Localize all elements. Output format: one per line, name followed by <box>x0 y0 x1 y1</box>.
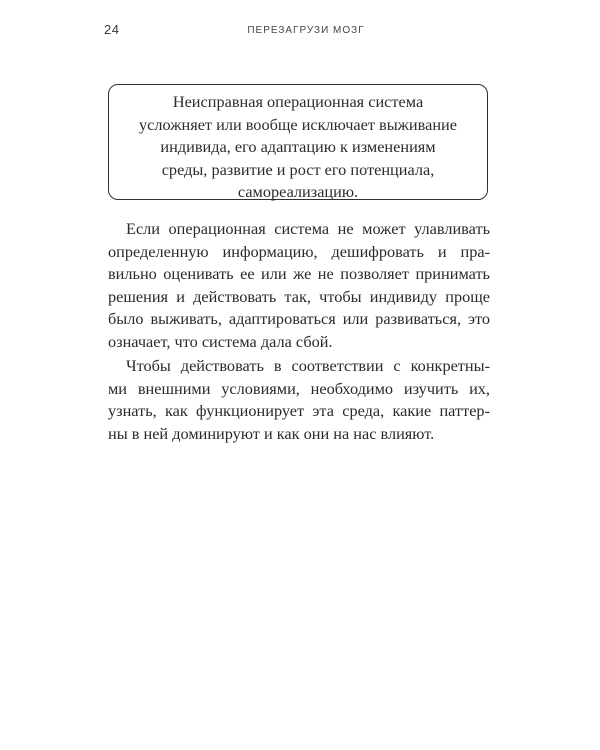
callout-line: индивида, его адаптацию к изменениям <box>160 137 436 157</box>
paragraph-1 <box>108 218 490 353</box>
running-title: ПЕРЕЗАГРУЗИ МОЗГ <box>247 25 365 36</box>
page-number: 24 <box>104 22 120 37</box>
callout-line: самореализацию. <box>237 182 359 202</box>
text-line: было выживать, адаптироваться или развиваться, это <box>108 309 490 328</box>
callout-line: Неисправная операционная система <box>172 92 424 111</box>
callout-line: среды, развитие и рост его потенциала, <box>161 159 435 179</box>
text-line: ны в ней доминируют и как они на нас влияют. <box>108 423 435 443</box>
text-line: решения и действовать так, чтобы индивиду проще <box>108 286 490 306</box>
text-line: означает, что система дала сбой. <box>108 331 333 351</box>
body-text <box>108 218 490 445</box>
text-line: Если операционная система не может улавливать <box>126 219 490 238</box>
text-line: ми внешними условиями, необходимо изучить их, <box>108 378 490 398</box>
text-line: вильно оценивать ее или же не позволяет принимать <box>108 264 490 283</box>
callout-box <box>108 84 488 200</box>
paragraph-2 <box>108 355 490 445</box>
text-line: Чтобы действовать в соответствии с конкретны- <box>126 356 490 375</box>
text-line: узнать, как функционирует эта среда, какие паттер- <box>108 401 490 420</box>
callout-line: усложняет или вообще исключает выживание <box>139 114 457 134</box>
text-line: определенную информацию, дешифровать и пра- <box>108 241 490 261</box>
